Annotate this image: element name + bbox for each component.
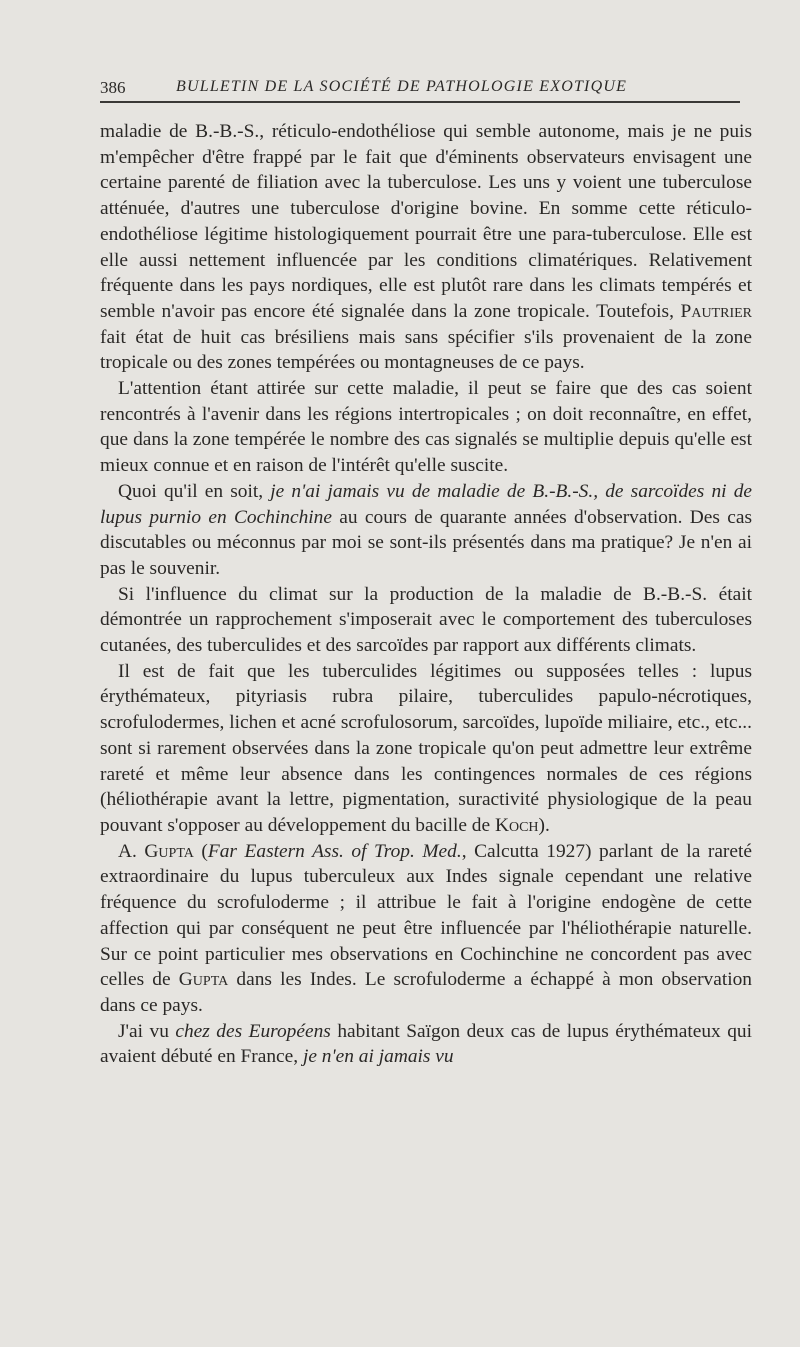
author-name: Koch <box>494 814 539 836</box>
paragraph-7: J'ai vu chez des Européens habitant Saïgon deux cas de lupus érythémateux qui avaient débuté en France, je n'en ai jamais vu <box>100 1020 753 1068</box>
emphasis: je n'ai jamais vu de maladie de B.-B.-S., de sarcoïdes ni de lupus purnio en Cochinchine <box>100 480 752 528</box>
paragraph-3: Quoi qu'il en soit, je n'ai jamais vu de maladie de B.-B.-S., de sarcoïdes ni de lupus purnio en Cochinchine au cours de quarante années d'observation. Des cas discutables ou méconnus par moi se sont-ils présentés dans ma pratique? Je n'en ai pas le souvenir. <box>100 480 752 579</box>
citation-journal: Far Eastern Ass. of Trop. Med. <box>207 840 462 862</box>
body-text <box>100 119 752 1070</box>
paragraph-1: maladie de B.-B.-S., réticulo-endothéliose qui semble autonome, mais je ne puis m'empêcher d'être frappé par le fait que d'éminents observateurs envisagent une certaine parenté de filiation avec la tuberculose. Les uns y voient une tuberculose atténuée, d'autres une tuberculose d'origine bovine. En somme cette réticulo-endothéliose légitime histologiquement pourrait être une para-tuberculose. Elle est elle aussi nettement influencée par les conditions climatériques. Relativement fréquente dans les pays nordiques, elle est plutôt rare dans les climats tempérés et semble n'avoir pas encore été signalée dans la zone tropicale. Toutefois, Pautrier fait état de huit cas brésiliens mais sans spécifier s'ils provenaient de la zone tropicale ou des zones tempérées ou montagneuses de ce pays. <box>100 121 752 374</box>
page-number: 386 <box>100 78 126 97</box>
paragraph-2: L'attention étant attirée sur cette maladie, il peut se faire que des cas soient rencontrés à l'avenir dans les régions intertropicales ; on doit reconnaître, en effet, que dans la zone tempérée le nombre des cas signalés se multiplie depuis qu'elle est mieux connue et en raison de l'intérêt qu'elle suscite. <box>100 378 752 477</box>
paragraph-4: Si l'influence du climat sur la production de la maladie de B.-B.-S. était démontrée un rapprochement s'imposerait avec le comportement des tuberculoses cutanées, des tuberculides et des sarcoïdes par rapport aux différents climats. <box>100 583 752 657</box>
running-title: BULLETIN DE LA SOCIÉTÉ DE PATHOLOGIE EXOTIQUE <box>176 78 628 95</box>
author-name: Gupta <box>178 969 229 991</box>
header-rule <box>100 101 740 103</box>
author-name: Gupta <box>144 840 194 862</box>
page-header <box>100 76 740 104</box>
emphasis: chez des Européens <box>175 1020 331 1042</box>
author-name: Pautrier <box>680 300 752 322</box>
paragraph-6: A. Gupta (Far Eastern Ass. of Trop. Med., Calcutta 1927) parlant de la rareté extraordinaire du lupus tuberculeux aux Indes signale cependant une relative fréquence du scrofuloderme ; il attribue le fait à l'origine endogène de cette affection qui par conséquent ne peut être influencée par l'héliothérapie naturelle. Sur ce point particulier mes observations en Cochinchine ne concordent pas avec celles de Gupta dans les Indes. Le scrofuloderme a échappé à mon observation dans ce pays. <box>100 840 753 1016</box>
paragraph-5: Il est de fait que les tuberculides légitimes ou supposées telles : lupus érythémateux, pityriasis rubra pilaire, tuberculides papulo-nécrotiques, scrofulodermes, lichen et acné scrofulosorum, sarcoïdes, lupoïde miliaire, etc., etc... sont si rarement observées dans la zone tropicale qu'on peut admettre leur extrême rareté et même leur absence dans les contingences normales de ces régions (héliothérapie avant la lettre, pigmentation, suractivité physiologique de la peau pouvant s'opposer au développement du bacille de Koch). <box>100 660 752 836</box>
emphasis: je n'en ai jamais vu <box>302 1046 454 1068</box>
